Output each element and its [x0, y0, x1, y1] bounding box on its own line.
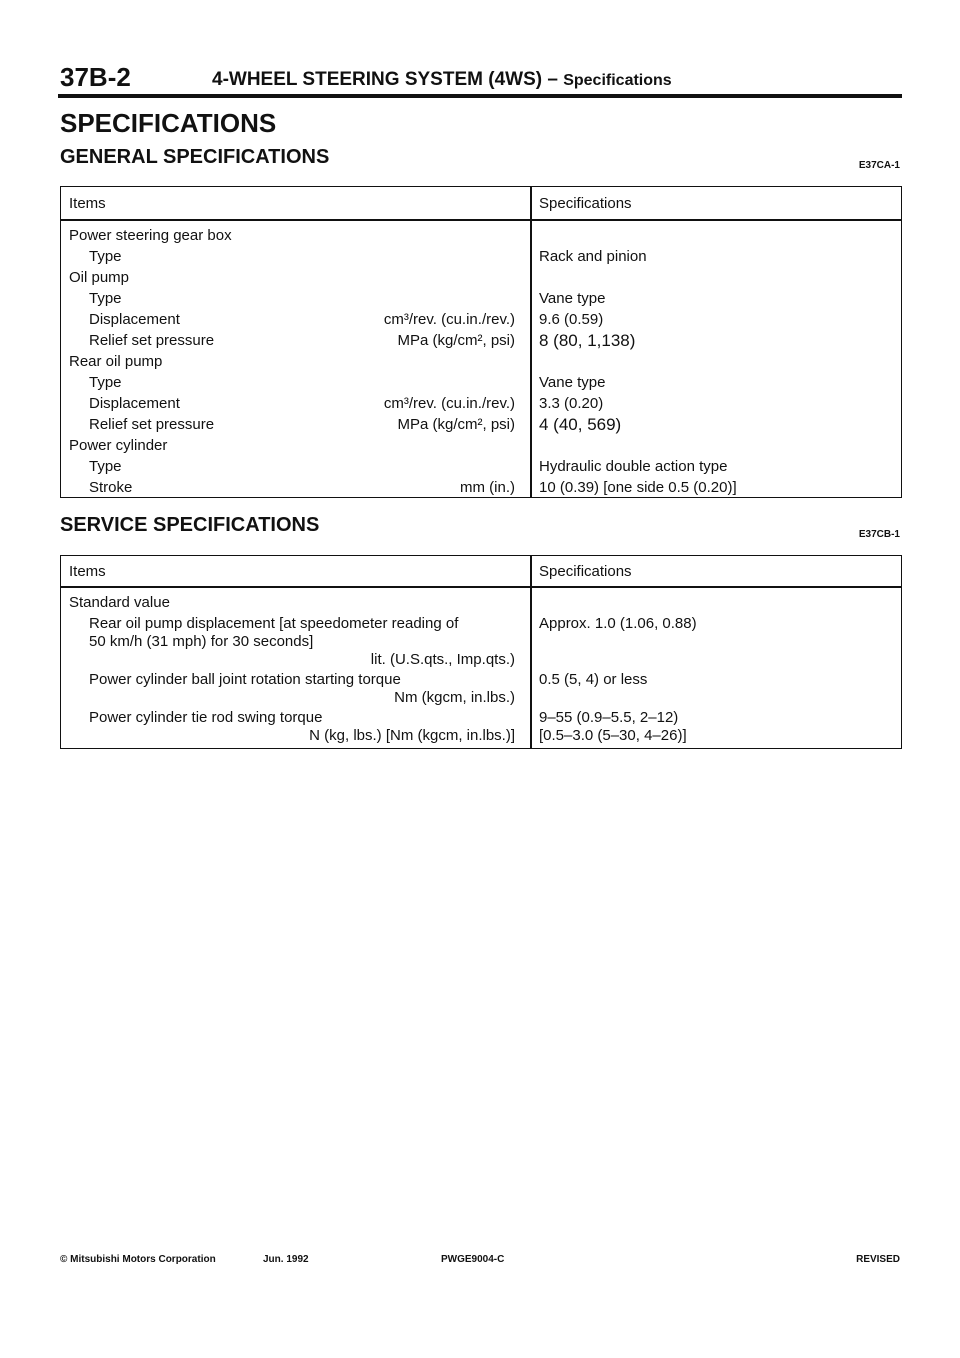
item-label: Standard value [69, 594, 170, 611]
item-label: Relief set pressure [89, 332, 215, 349]
table-row [61, 309, 901, 330]
spec-value: Hydraulic double action type [539, 458, 728, 475]
item-label: Stroke [89, 479, 133, 496]
spec-value: 8 (80, 1,138) [539, 331, 636, 350]
table-row [61, 456, 901, 477]
item-label: Type [89, 248, 122, 265]
page-heading: SPECIFICATIONS [60, 108, 277, 138]
unit-label: cm³/rev. (cu.in./rev.) [383, 395, 515, 412]
table-row [61, 372, 901, 393]
table-row [61, 246, 901, 267]
item-label: Power cylinder ball joint rotation starting torque [89, 671, 401, 688]
footer-copyright: © Mitsubishi Motors Corporation [60, 1254, 216, 1265]
unit-label: MPa (kg/cm², psi) [397, 416, 515, 433]
table-row [61, 435, 901, 456]
item-label: Power cylinder tie rod swing torque [89, 709, 323, 726]
service-spec-title: SERVICE SPECIFICATIONS [60, 514, 320, 536]
item-label: Oil pump [69, 269, 130, 286]
unit-label: MPa (kg/cm², psi) [397, 332, 515, 349]
service-spec-table [60, 555, 902, 749]
page-header [60, 62, 900, 92]
table-row [61, 649, 901, 670]
col-header-specs: Specifications [539, 563, 632, 580]
table-row [61, 351, 901, 372]
table-row [61, 393, 901, 414]
item-label: Relief set pressure [89, 416, 215, 433]
general-spec-table [60, 186, 902, 498]
item-label: Power steering gear box [69, 227, 232, 244]
spec-value: Rack and pinion [539, 248, 647, 265]
table-row [61, 288, 901, 309]
unit-label: lit. (U.S.qts., Imp.qts.) [370, 651, 515, 668]
spec-value: 9–55 (0.9–5.5, 2–12) [539, 709, 679, 726]
item-label: Displacement [89, 395, 180, 412]
general-spec-code: E37CA-1 [858, 160, 900, 171]
table-row [61, 330, 901, 351]
header-rule [61, 586, 901, 588]
spec-value: Vane type [539, 374, 606, 391]
header-rule [58, 94, 902, 98]
col-header-specs: Specifications [539, 195, 632, 212]
general-spec-title: GENERAL SPECIFICATIONS [60, 146, 330, 168]
spec-value: Approx. 1.0 (1.06, 0.88) [539, 615, 697, 632]
spec-value: 0.5 (5, 4) or less [539, 671, 648, 688]
unit-label: mm (in.) [460, 479, 515, 496]
col-header-items: Items [69, 563, 106, 580]
item-label: Displacement [89, 311, 180, 328]
footer-status: REVISED [856, 1254, 900, 1265]
spec-value: Vane type [539, 290, 606, 307]
item-label: Power cylinder [69, 437, 168, 454]
table-row [61, 225, 901, 246]
spec-value: 4 (40, 569) [539, 415, 622, 434]
footer-doc-code: PWGE9004-C [441, 1254, 505, 1265]
table-row [61, 477, 901, 498]
unit-label: N (kg, lbs.) [Nm (kgcm, in.lbs.)] [309, 727, 515, 744]
section-title [212, 69, 672, 91]
page-number: 37B-2 [60, 62, 131, 92]
spec-value: 3.3 (0.20) [539, 395, 604, 412]
table-row [61, 725, 901, 746]
spec-value: [0.5–3.0 (5–30, 4–26)] [539, 727, 687, 744]
table-row [61, 414, 901, 435]
header-rule [61, 219, 901, 221]
spec-value: 10 (0.39) [one side 0.5 (0.20)] [539, 479, 737, 496]
section-subtitle: Specifications [563, 72, 672, 89]
item-label: Type [89, 290, 122, 307]
table-row [61, 267, 901, 288]
table-row [61, 687, 901, 708]
table-row [61, 592, 901, 613]
unit-label: Nm (kgcm, in.lbs.) [394, 689, 515, 706]
item-label: 50 km/h (31 mph) for 30 seconds] [89, 633, 314, 650]
footer-date: Jun. 1992 [263, 1254, 309, 1265]
item-label: Rear oil pump [69, 353, 163, 370]
item-label: Rear oil pump displacement [at speedometer reading of [89, 615, 459, 632]
unit-label: cm³/rev. (cu.in./rev.) [383, 311, 515, 328]
item-label: Type [89, 458, 122, 475]
item-label: Type [89, 374, 122, 391]
col-header-items: Items [69, 195, 106, 212]
service-spec-code: E37CB-1 [858, 529, 900, 540]
section-title-main: 4-WHEEL STEERING SYSTEM (4WS) – [212, 69, 558, 90]
spec-value: 9.6 (0.59) [539, 311, 604, 328]
